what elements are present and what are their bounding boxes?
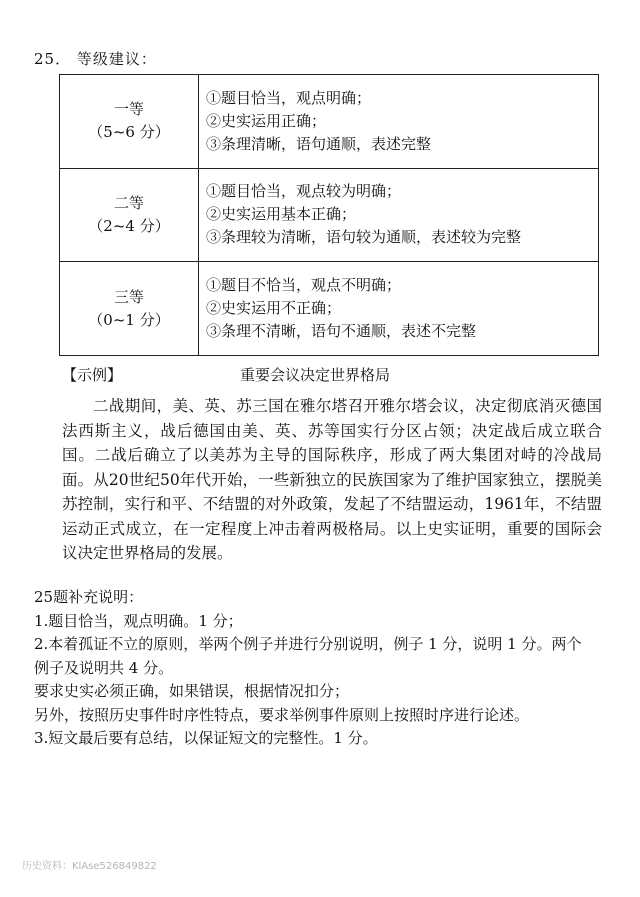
grade-level-cell — [60, 262, 199, 356]
supplement-heading: 25题补充说明： — [34, 588, 144, 606]
supplement-line: 要求史实必须正确，如果错误，根据情况扣分； — [34, 682, 350, 700]
supplement-line: 3.短文最后要有总结，以保证短文的完整性。1 分。 — [34, 729, 378, 747]
criterion: ①题目恰当，观点明确； — [206, 88, 372, 107]
grade-row-second — [60, 168, 599, 262]
grade-row-first — [60, 75, 599, 169]
grade-criteria-cell — [199, 262, 599, 356]
criterion: ②史实运用正确； — [206, 111, 327, 130]
supplement-line: 另外，按照历史事件时序性特点，要求举例事件原则上按照时序进行论述。 — [34, 705, 530, 724]
grade-criteria-cell — [199, 75, 599, 169]
criterion: ②史实运用不正确； — [206, 299, 342, 318]
example-header — [62, 364, 391, 385]
grade-level-cell — [60, 75, 199, 169]
criterion: ①题目恰当，观点较为明确； — [206, 182, 402, 201]
supplement-notes — [34, 586, 594, 751]
criterion: ③条理清晰，语句通顺，表述完整 — [206, 134, 432, 153]
grade-range: （0~1 分） — [88, 310, 170, 329]
supplement-line: 1.题目恰当，观点明确。1 分； — [34, 611, 243, 630]
example-tag: 【示例】 — [62, 366, 123, 384]
example-body: 二战期间，美、英、苏三国在雅尔塔召开雅尔塔会议，决定彻底消灭德国法西斯主义，战后德国由美、英、苏等国实行分区占领；决定战后成立联合国。二战后确立了以美苏为主导的国际秩序，形成了两大集团对峙的冷战局面。从20世纪50年代开始，一些新独立的民族国家为了维护国家独立，摆脱美苏控制，实行和平、不结盟的对外政策，发起了不结盟运动，1961年，不结盟运动正式成立，在一定程度上冲击着两极格局。以上史实证明，重要的国际会议决定世界格局的发展。 — [62, 397, 602, 562]
grade-level-cell — [60, 168, 199, 262]
grade-level: 一等 — [113, 100, 144, 119]
grade-level: 二等 — [113, 193, 144, 212]
grade-range: （2~4 分） — [88, 216, 170, 235]
grade-row-third — [60, 262, 599, 356]
grade-range: （5~6 分） — [88, 123, 170, 142]
grade-criteria-cell — [199, 168, 599, 262]
criterion: ③条理不清晰，语句不通顺，表述不完整 — [206, 322, 477, 341]
question-title: 25． 等级建议： — [34, 50, 157, 68]
criterion: ②史实运用基本正确； — [206, 205, 357, 224]
example-title: 重要会议决定世界格局 — [240, 366, 391, 384]
watermark: 历史资料：KlAse526849822 — [22, 861, 157, 872]
criterion: ③条理较为清晰，语句较为通顺，表述较为完整 — [206, 228, 522, 247]
grade-level: 三等 — [113, 287, 144, 306]
criterion: ①题目不恰当，观点不明确； — [206, 276, 402, 295]
grading-table — [59, 74, 599, 356]
supplement-line: 2.本着孤证不立的原则，举两个例子并进行分别说明，例子 1 分，说明 1 分。两个例子及说明共 4 分。 — [34, 635, 582, 677]
